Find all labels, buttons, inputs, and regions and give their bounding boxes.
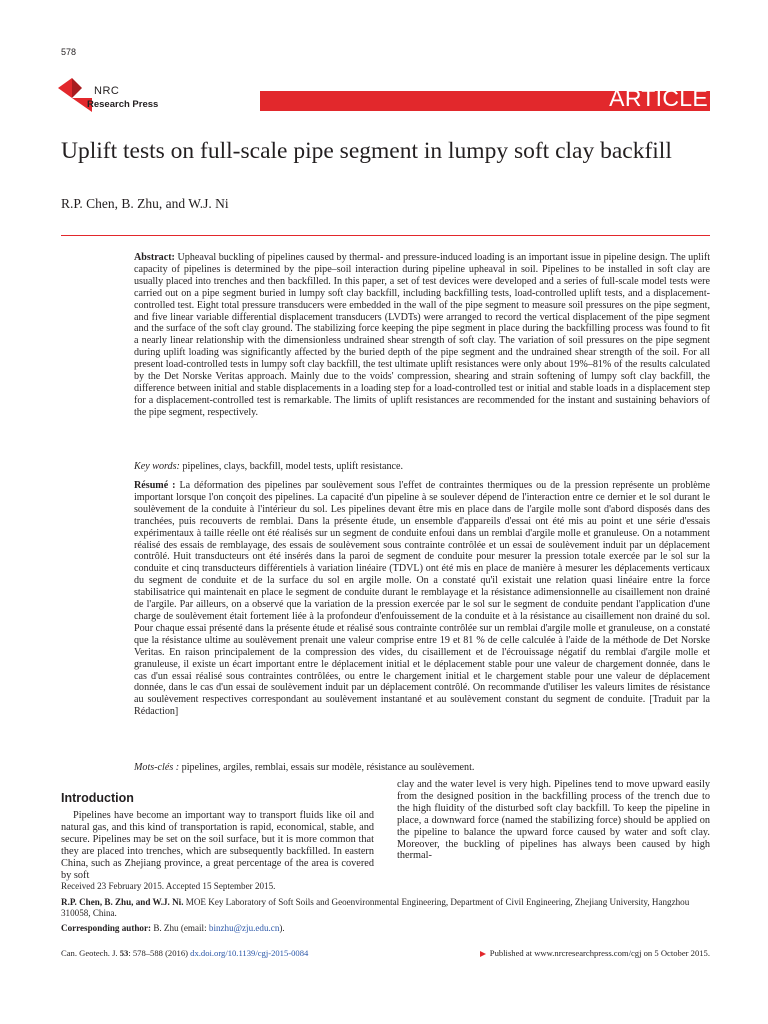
citation <box>61 948 308 958</box>
published-note <box>480 948 710 958</box>
mots-cles-label: Mots-clés : <box>134 762 180 773</box>
abstract-text: Upheaval buckling of pipelines caused by thermal- and pressure-induced loading is an important issue in pipeline design. The uplift capacity of pipelines is determined by the pipe–soil interaction during pipeline upheaval in soil. Pipelines to be installed in soft clay are usually placed into trenches and then backfilled. In this paper, a set of test devices were developed and a series of full-scale model tests were carried out on a pipe segment buried in lumpy soft clay backfill, including backfilling tests, load-controlled uplift tests, and a displacement-controlled test. Eight total pressure transducers were embedded in the wall of the pipe segment to measure soil pressures on the pipe segment, and five linear variable differential displacement transducers (LVDTs) were arranged to record the vertical displacement of the pipe segment and the surface of the soft clay ground. The stabilizing force keeping the pipe segment in place during the backfilling process was found to fit a nearly linear relationship with the dimensionless undrained shear strength of soft clay. The variation of soil pressures on the pipe segment during uplift loading was significantly affected by the buried depth of the pipe segment and the undrained shear strength of the soil. For all present load-controlled tests in lumpy soft clay backfill, the test ultimate uplift resistances were only about 19%–81% of the results calculated by the Det Norske Veritas approach. Mainly due to the voids' compression, shearing and strain softening of lumpy soft clay backfill, the difference between initial and stable displacements in a loading step for a load-controlled test or initial and stable loads in a displacement step for a displacement-controlled test is remarkable. The limits of uplift resistances are recommended for the instant and sustaining behaviors of the pipe segment, respectively. <box>134 252 710 418</box>
body-column-left: Pipelines have become an important way to transport fluids like oil and natural gas, and this kind of transportation is rapid, economical, stable, and secure. Pipelines may be set on the soil surface, but it is more common that they are placed into trenches, which are subsequently backfilled. In eastern China, such as Zhejiang province, a great percentage of the area is covered by soft <box>61 810 374 881</box>
affiliation <box>61 897 710 919</box>
article-type-bar <box>260 85 710 111</box>
paper-title: Uplift tests on full-scale pipe segment in lumpy soft clay backfill <box>61 138 672 164</box>
corresponding-author-email-link[interactable]: binzhu@zju.edu.cn <box>208 923 280 933</box>
resume-text: La déformation des pipelines par soulèvement sous l'effet de contraintes thermiques ou de la pression représente un problème important lorsque l'on conçoit des pipelines. La capacité d'un pipeline à se soulever dépend de l'interaction entre ce dernier et le sol durant le soulèvement de la conduite à l'intérieur du sol. Les pipelines devant être mis en place dans de l'argile molle sont d'abord disposés dans des tranchées, puis recouverts de remblai. Dans la présente étude, un ensemble d'appareils d'essai ont été mis au point et une série d'essais expérimentaux à taille réelle ont été réalisés sur un segment de conduite enfoui dans un remblai d'argile molle et granuleuse. On a notamment réalisé des essais de remblayage, des essais de soulèvement sous contrainte contrôlée et un essai de soulèvement induit par un déplacement contrôlé. Huit transducteurs ont été insérés dans la paroi de segment de conduite pour mesurer la pression totale exercée par le sol sur la conduite et cinq transducteurs différentiels à variation linéaire (TDVL) ont été mis en place de manière à mesurer les déplacements verticaux du segment de conduite et de la surface du sol en argile molle. On a constaté qu'il existait une relation quasi linéaire entre la force stabilisatrice qui maintenait en place le segment de conduite durant le remblayage et la résistance adimensionnelle au cisaillement non drainé de l'argile. Par ailleurs, on a observé que la variation de la pression exercée par le sol sur le segment de conduite pendant l'application d'une charge de soulèvement était fortement liée à la profondeur d'enfouissement de la conduite et à la résistance au cisaillement non drainé du sol. Pour chaque essai présenté dans la présente étude et réalisé sous contrainte contrôlée sur un remblai d'argile molle et granuleuse, on a constaté que la résistance ultime au soulèvement prenait une valeur comprise entre 19 et 81 % de celle calculée à l'aide de la méthode de Det Norske Veritas. En raison principalement de la compression des vides, du cisaillement et de l'écrouissage négatif du remblai d'argile molle et granuleuse, il existe un écart important entre le déplacement initial et le déplacement stable pour une valeur de chargement donnée, dans le cas d'un essai réalisé sous contraintes contrôlées, ou entre le chargement initial et le chargement stable pour une valeur de déplacement donnée, dans le cas d'un essai de soulèvement induit par un déplacement contrôlé. On recommande d'utiliser les valeurs limites de résistance au soulèvement respectives correspondant au soulèvement instantané et au soulèvement constant du segment de conduite. [Traduit par la Rédaction] <box>134 480 710 718</box>
author-list: R.P. Chen, B. Zhu, and W.J. Ni <box>61 196 229 211</box>
citation-volume: 53 <box>119 948 129 958</box>
citation-pages: : 578–588 (2016) <box>128 948 188 958</box>
resume-label: Résumé : <box>134 480 176 491</box>
article-type-label: ARTICLE <box>609 85 708 111</box>
affiliation-text: MOE Key Laboratory of Soft Soils and Geoenvironmental Engineering, Department of Civil Engineering, Zhejiang University, Hangzhou 310058, China. <box>61 897 690 918</box>
keywords-text: pipelines, clays, backfill, model tests, uplift resistance. <box>182 461 404 472</box>
logo-text-nrc: NRC <box>94 85 120 97</box>
mots-cles <box>134 762 710 774</box>
footnotes <box>61 881 710 934</box>
keywords-label: Key words: <box>134 461 180 472</box>
title-divider <box>61 235 710 236</box>
page-number: 578 <box>61 47 77 57</box>
body-column-right: clay and the water level is very high. Pipelines tend to move upward easily from the designed position in the backfilling process of the trench due to the high fluidity of the disturbed soft clay backfill. To keep the pipeline in place, a downward force (named the stabilizing force) should be applied on the pipeline to balance the upward force caused by water and soft clay. Moreover, the buckling of pipelines has always been caused by high thermal- <box>397 779 710 862</box>
section-heading-introduction: Introduction <box>61 791 134 805</box>
doi-link[interactable]: dx.doi.org/10.1139/cgj-2015-0084 <box>190 948 309 958</box>
keywords <box>134 461 710 473</box>
affiliation-names: R.P. Chen, B. Zhu, and W.J. Ni. <box>61 897 184 907</box>
received-dates: Received 23 February 2015. Accepted 15 September 2015. <box>61 881 276 891</box>
mots-cles-text: pipelines, argiles, remblai, essais sur modèle, résistance au soulèvement. <box>181 762 475 773</box>
abstract <box>134 252 710 419</box>
arrow-icon <box>480 951 486 957</box>
corresponding-author-end: ). <box>279 923 285 933</box>
corresponding-author-label: Corresponding author: <box>61 923 152 933</box>
corresponding-author <box>61 923 710 934</box>
logo-text-research-press: Research Press <box>87 99 159 110</box>
nrc-logo <box>58 72 168 112</box>
citation-journal: Can. Geotech. J. <box>61 948 118 958</box>
corresponding-author-text: B. Zhu (email: <box>153 923 207 933</box>
abstract-label: Abstract: <box>134 252 175 263</box>
resume <box>134 480 710 718</box>
published-text: Published at www.nrcresearchpress.com/cgj on 5 October 2015. <box>489 948 710 958</box>
